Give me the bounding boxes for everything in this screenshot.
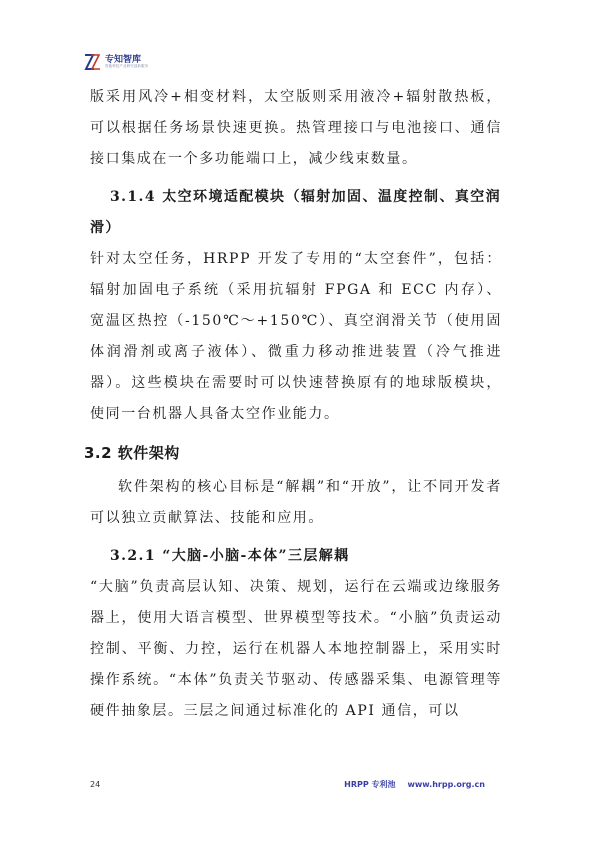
paragraph-space-kit: 针对太空任务，HRPP 开发了专用的“太空套件”，包括：辐射加固电子系统（采用抗辐射 FPGA 和 ECC 内存）、宽温区热控（-150℃～+150℃）、真空润滑关节（使用固体润滑剂或离子液体）、微重力移动推进装置（冷气推进器）。这些模块在需要时可以快速替换原有的地球版模块，使同一台机器人具备太空作业能力。: [90, 251, 502, 422]
paragraph-three-layer: “大脑”负责高层认知、决策、规划，运行在云端或边缘服务器上，使用大语言模型、世界模型等技术。“小脑”负责运动控制、平衡、力控，运行在机器人本地控制器上，采用实时操作系统。“本体”负责关节驱动、传感器采集、电源管理等硬件抽象层。三层之间通过标准化的 API 通信，可以: [90, 579, 502, 719]
heading-3-2: 3.2 软件架构: [84, 444, 180, 462]
footer-brand: [344, 779, 485, 790]
page-number: 24: [90, 780, 101, 789]
logo-title: 专知智库: [105, 55, 142, 65]
heading-3-1-4-text: 3.1.4 太空环境适配模块（辐射加固、温度控制、真空润滑）: [90, 189, 502, 236]
heading-3-2-1: [90, 541, 502, 572]
paragraph-thermal: 版采用风冷+相变材料，太空版则采用液冷+辐射散热板，可以根据任务场景快速更换。热管理接口与电池接口、通信接口集成在一个多功能端口上，减少线束数量。: [90, 89, 502, 167]
paragraph-software-arch: 软件架构的核心目标是“解耦”和“开放”，让不同开发者可以独立贡献算法、技能和应用。: [90, 479, 502, 526]
logo-subtitle: 智能科技产业研究创新服务: [105, 64, 149, 68]
logo-icon: [83, 53, 103, 71]
page-body: [84, 82, 502, 727]
footer-url[interactable]: www.hrpp.org.cn: [407, 780, 485, 789]
heading-3-2-1-text: 3.2.1 “大脑-小脑-本体”三层解耦: [110, 548, 350, 564]
footer-brand-name: HRPP 专利池: [344, 780, 396, 789]
heading-3-1-4: [90, 182, 502, 244]
